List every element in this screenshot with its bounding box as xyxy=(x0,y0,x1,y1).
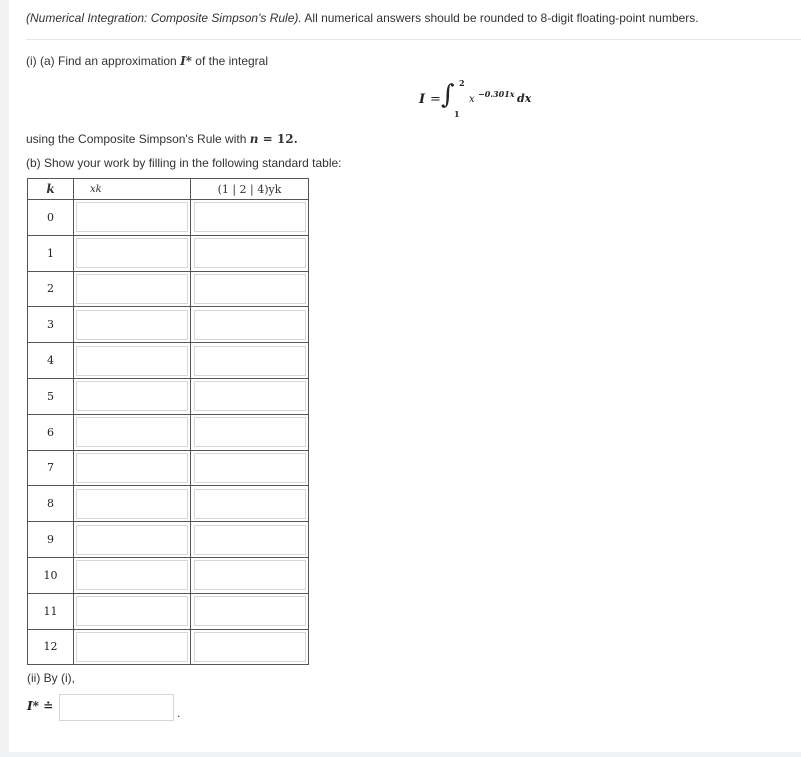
xk-cell xyxy=(74,343,191,379)
row-k-value: 6 xyxy=(28,414,74,450)
xk-cell xyxy=(74,522,191,558)
table-row xyxy=(28,629,309,665)
n-value: = 12. xyxy=(258,132,298,146)
yk-cell xyxy=(191,235,309,271)
row-k-value: 11 xyxy=(28,593,74,629)
xk-cell xyxy=(74,486,191,522)
yk-input[interactable] xyxy=(194,310,306,340)
yk-input[interactable] xyxy=(194,238,306,268)
part-i-a-text xyxy=(26,54,268,68)
xk-input[interactable] xyxy=(76,202,188,232)
table-row xyxy=(28,200,309,236)
row-k-value: 10 xyxy=(28,557,74,593)
row-k-value: 7 xyxy=(28,450,74,486)
answer-input[interactable] xyxy=(59,694,174,721)
table-row xyxy=(28,271,309,307)
xk-input[interactable] xyxy=(76,238,188,268)
table-row xyxy=(28,522,309,558)
divider xyxy=(26,39,801,40)
row-k-value: 4 xyxy=(28,343,74,379)
row-k-value: 0 xyxy=(28,200,74,236)
yk-cell xyxy=(191,271,309,307)
table-row xyxy=(28,450,309,486)
yk-input[interactable] xyxy=(194,632,306,662)
yk-input[interactable] xyxy=(194,346,306,376)
yk-input[interactable] xyxy=(194,596,306,626)
integrand-base: x xyxy=(469,94,475,105)
intro-italic: (Numerical Integration: Composite Simpson's Rule). xyxy=(26,11,302,25)
integral-formula xyxy=(409,78,549,122)
yk-input[interactable] xyxy=(194,560,306,590)
xk-cell xyxy=(74,378,191,414)
integral-sign: ∫ xyxy=(441,80,455,110)
xk-cell xyxy=(74,557,191,593)
yk-cell xyxy=(191,522,309,558)
yk-input[interactable] xyxy=(194,274,306,304)
xk-cell xyxy=(74,629,191,665)
part-i-a-prefix: (i) (a) Find an approximation xyxy=(26,54,181,68)
row-k-value: 5 xyxy=(28,378,74,414)
table-header-row xyxy=(28,179,309,200)
yk-input[interactable] xyxy=(194,489,306,519)
intro-rest: All numerical answers should be rounded to 8-digit floating-point numbers. xyxy=(301,11,699,25)
yk-cell xyxy=(191,378,309,414)
row-k-value: 3 xyxy=(28,307,74,343)
yk-input[interactable] xyxy=(194,525,306,555)
using-line xyxy=(26,132,298,146)
xk-input[interactable] xyxy=(76,453,188,483)
row-k-value: 9 xyxy=(28,522,74,558)
yk-cell xyxy=(191,486,309,522)
xk-cell xyxy=(74,593,191,629)
yk-cell xyxy=(191,343,309,379)
row-k-value: 8 xyxy=(28,486,74,522)
part-i-b-text: (b) Show your work by filling in the following standard table: xyxy=(26,156,342,170)
xk-cell xyxy=(74,235,191,271)
table-row xyxy=(28,343,309,379)
xk-input[interactable] xyxy=(76,346,188,376)
answer-label: I* ≐ xyxy=(27,699,54,713)
yk-cell xyxy=(191,629,309,665)
header-k: k xyxy=(28,179,74,200)
yk-cell xyxy=(191,200,309,236)
formula-eq: = xyxy=(430,92,441,107)
table-row xyxy=(28,307,309,343)
differential: dx xyxy=(517,92,532,105)
yk-cell xyxy=(191,414,309,450)
i-star-symbol: I* xyxy=(180,54,192,68)
answer-dot: . xyxy=(177,706,181,720)
xk-input[interactable] xyxy=(76,632,188,662)
xk-input[interactable] xyxy=(76,560,188,590)
part-i-a-suffix: of the integral xyxy=(191,54,269,68)
using-prefix: using the Composite Simpson's Rule with xyxy=(26,132,250,146)
part-ii-text: (ii) By (i), xyxy=(27,671,75,685)
xk-input[interactable] xyxy=(76,489,188,519)
table-row xyxy=(28,414,309,450)
intro-text xyxy=(26,11,699,25)
yk-input[interactable] xyxy=(194,202,306,232)
yk-cell xyxy=(191,307,309,343)
table-row xyxy=(28,557,309,593)
xk-cell xyxy=(74,307,191,343)
simpson-table xyxy=(27,178,309,665)
xk-input[interactable] xyxy=(76,417,188,447)
integrand-exponent: −0.301x xyxy=(478,89,515,99)
xk-input[interactable] xyxy=(76,310,188,340)
yk-input[interactable] xyxy=(194,381,306,411)
xk-cell xyxy=(74,271,191,307)
formula-lhs: I xyxy=(419,92,426,107)
yk-cell xyxy=(191,593,309,629)
xk-input[interactable] xyxy=(76,381,188,411)
table-row xyxy=(28,235,309,271)
row-k-value: 2 xyxy=(28,271,74,307)
upper-bound: 2 xyxy=(459,78,465,88)
table-row xyxy=(28,593,309,629)
xk-input[interactable] xyxy=(76,596,188,626)
yk-cell xyxy=(191,557,309,593)
xk-cell xyxy=(74,450,191,486)
table-row xyxy=(28,486,309,522)
xk-cell xyxy=(74,414,191,450)
header-yk: (1 | 2 | 4)yk xyxy=(191,179,309,200)
xk-input[interactable] xyxy=(76,525,188,555)
lower-bound: 1 xyxy=(454,109,460,119)
header-xk: xk xyxy=(74,179,191,200)
n-symbol: n xyxy=(249,132,259,146)
yk-input[interactable] xyxy=(194,453,306,483)
row-k-value: 12 xyxy=(28,629,74,665)
row-k-value: 1 xyxy=(28,235,74,271)
table-row xyxy=(28,378,309,414)
yk-input[interactable] xyxy=(194,417,306,447)
xk-input[interactable] xyxy=(76,274,188,304)
xk-cell xyxy=(74,200,191,236)
yk-cell xyxy=(191,450,309,486)
